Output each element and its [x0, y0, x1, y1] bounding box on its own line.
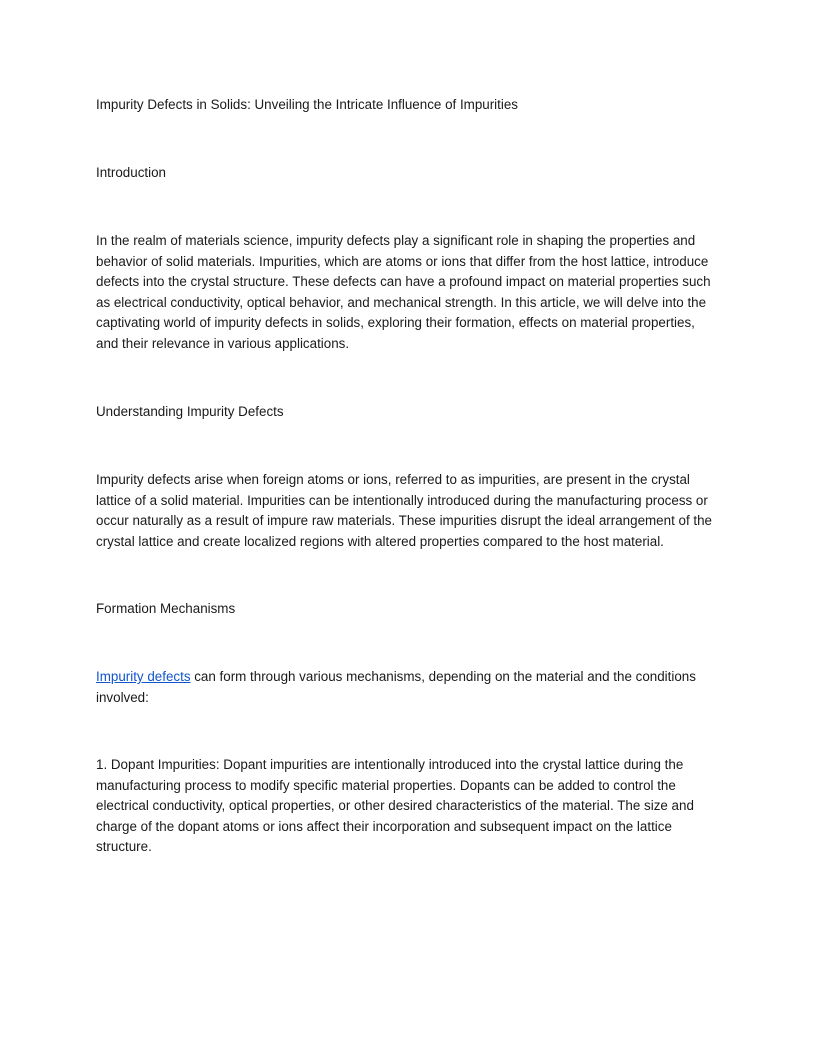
understanding-paragraph: Impurity defects arise when foreign atoms or ions, referred to as impurities, are present in the crystal lattice of a solid material. Impurities can be intentionally introduced during the manufacturing process or occur naturally as a result of impure raw materials. These impurities disrupt the ideal arrangement of the crystal lattice and create localized regions with altered properties compared to the host material.	[96, 472, 713, 549]
section-heading-introduction: Introduction	[96, 165, 166, 180]
impurity-defects-link[interactable]: Impurity defects	[96, 669, 191, 684]
document-title: Impurity Defects in Solids: Unveiling the Intricate Influence of Impurities	[96, 97, 518, 112]
section-heading-formation: Formation Mechanisms	[96, 601, 236, 616]
formation-paragraph	[96, 667, 720, 708]
section-heading-understanding: Understanding Impurity Defects	[96, 404, 284, 419]
formation-paragraph-text: can form through various mechanisms, depending on the material and the conditions involved:	[96, 669, 696, 705]
list-item-dopant-impurities: 1. Dopant Impurities: Dopant impurities are intentionally introduced into the crystal lattice during the manufacturing process to modify specific material properties. Dopants can be added to control the electrical conductivity, optical properties, or other desired characteristics of the material. The size and charge of the dopant atoms or ions affect their incorporation and subsequent impact on the lattice structure.	[96, 757, 694, 855]
introduction-paragraph: In the realm of materials science, impurity defects play a significant role in shaping the properties and behavior of solid materials. Impurities, which are atoms or ions that differ from the host lattice, introduce defects into the crystal structure. These defects can have a profound impact on material properties such as electrical conductivity, optical behavior, and mechanical strength. In this article, we will delve into the captivating world of impurity defects in solids, exploring their formation, effects on material properties, and their relevance in various applications.	[96, 233, 711, 351]
